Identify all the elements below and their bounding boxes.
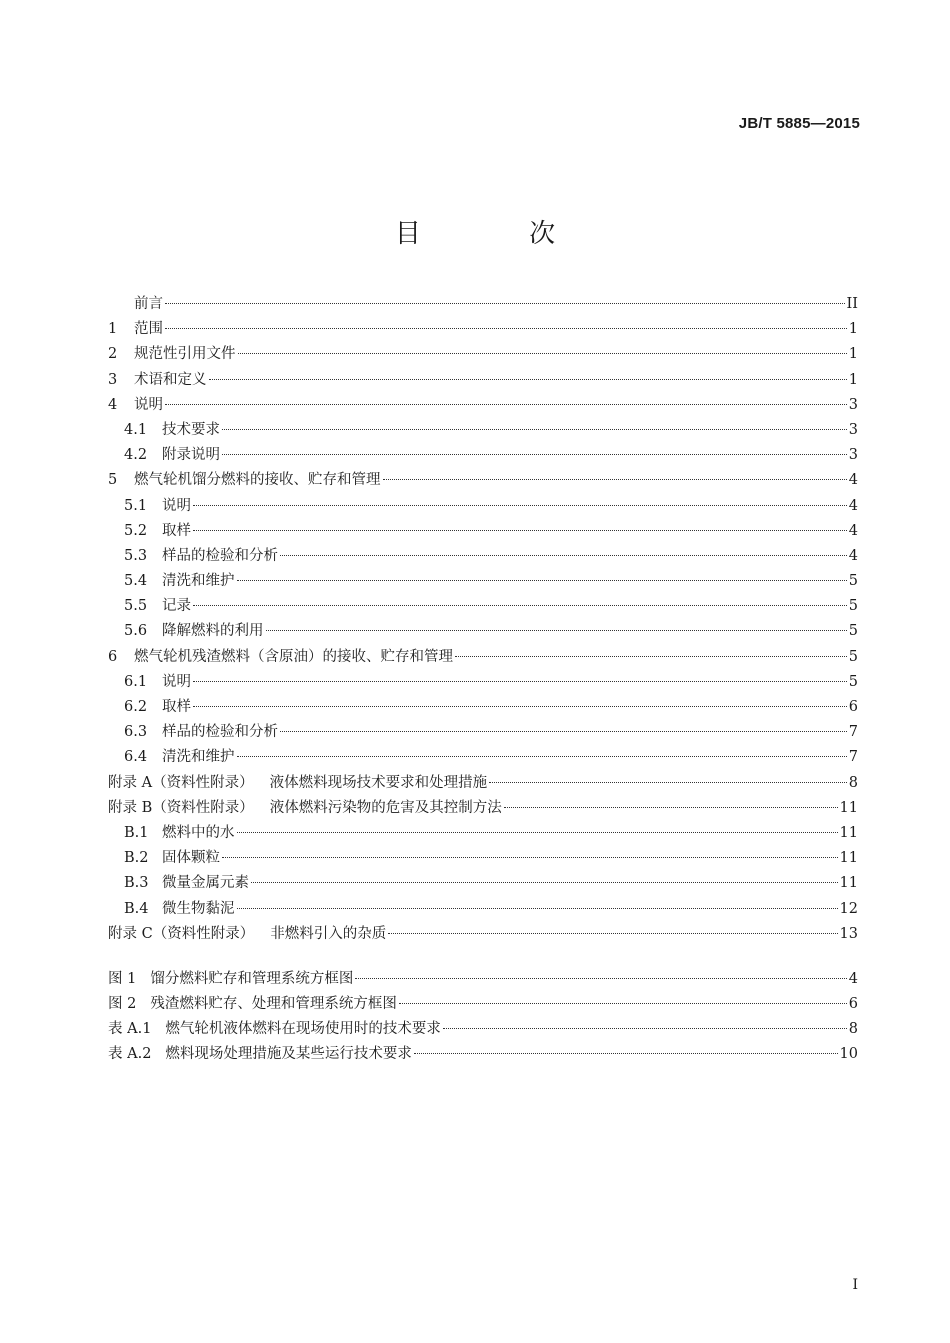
toc-entry[interactable] [108,846,858,871]
toc-entry-number: 5.1 [124,497,148,514]
toc-entry-number: 5.3 [124,547,148,564]
toc-entry[interactable] [108,619,858,644]
toc-entry-page: 11 [839,799,858,816]
toc-entry-title: 取样 [162,522,191,539]
toc-entry-number: 5.5 [124,598,148,615]
dot-leader [414,1053,838,1054]
toc-entry-title: 前言 [134,296,163,312]
toc-entry-title: 燃料现场处理措施及某些运行技术要求 [165,1046,412,1063]
toc-entry[interactable] [108,1042,858,1067]
toc-entry[interactable] [108,695,858,720]
toc-entry-number: 5.4 [124,573,148,590]
toc-entry[interactable] [108,468,858,493]
toc-entry[interactable] [108,967,858,992]
toc-entry-number: 5 [108,472,118,489]
toc-entry-page: 5 [848,598,858,615]
dot-leader [165,404,847,405]
dot-leader [237,908,838,909]
figure-table-list [108,967,858,1068]
dot-leader [266,630,847,631]
toc-entry-page: 4 [848,522,858,539]
toc-entry[interactable] [108,745,858,770]
toc-entry-title: 附录说明 [162,447,220,464]
toc-entry-number: 图 2 [108,996,137,1013]
toc-entry-title: 燃气轮机馏分燃料的接收、贮存和管理 [134,472,381,489]
toc-entry[interactable] [108,871,858,896]
dot-leader [193,505,847,506]
toc-entry-page: 3 [848,421,858,438]
toc-entry-page: 1 [848,371,858,388]
toc-entry-number: B.3 [124,875,149,892]
dot-leader [280,555,847,556]
toc-entry-number: 6 [108,648,118,665]
dot-leader [388,933,837,934]
toc-entry-title: 残渣燃料贮存、处理和管理系统方框图 [150,996,397,1013]
toc-entry[interactable] [108,1017,858,1042]
dot-leader [443,1028,847,1029]
toc-entry[interactable] [108,443,858,468]
toc-entry-page: 4 [848,497,858,514]
dot-leader [222,429,847,430]
toc-entry-title: 燃气轮机液体燃料在现场使用时的技术要求 [165,1021,441,1038]
dot-leader [399,1003,847,1004]
toc-entry[interactable] [108,594,858,619]
dot-leader [237,756,847,757]
dot-leader [237,580,847,581]
toc-entries [108,292,858,947]
toc-entry-title: 范围 [134,321,163,338]
toc-entry-page: 6 [848,699,858,715]
toc-entry-page: 4 [848,547,858,564]
page-title: 目 次 [394,219,606,249]
toc-entry-title: 燃料中的水 [162,824,235,841]
dot-leader [193,681,847,682]
dot-leader [455,656,847,657]
toc-entry[interactable] [108,897,858,922]
dot-leader [222,857,838,858]
toc-entry-title: 微量金属元素 [162,875,249,892]
toc-entry-page: 10 [839,1046,858,1063]
toc-entry-number: 6.2 [124,699,148,715]
toc-entry[interactable] [108,519,858,544]
toc-entry[interactable] [108,922,858,947]
toc-entry-title: 馏分燃料贮存和管理系统方框图 [150,970,354,987]
toc-entry[interactable] [108,494,858,519]
toc-entry-page: 6 [848,996,858,1013]
page-number: I [852,1277,858,1293]
toc-entry-number: 3 [108,371,118,388]
toc-entry-page: 5 [848,648,858,665]
toc-entry-number: 5.2 [124,522,148,539]
toc-entry-page: 1 [848,321,858,338]
toc-entry[interactable] [108,796,858,821]
toc-entry-page: 4 [848,970,858,987]
toc-entry-page: 5 [848,673,858,690]
toc-entry-page: 7 [848,724,858,741]
toc-entry-number: 4.2 [124,447,148,464]
toc-entry[interactable] [108,368,858,393]
toc-entry-number: 表 A.2 [108,1046,152,1063]
toc-entry-title: 说明 [134,396,163,413]
toc-entry-number: 图 1 [108,970,137,987]
toc-entry-title: 液体燃料污染物的危害及其控制方法 [269,799,502,816]
toc-entry-page: 1 [848,346,858,363]
dot-leader [383,479,847,480]
section-gap [108,947,858,967]
toc-entry-number: 6.4 [124,749,148,766]
toc-entry-title: 样品的检验和分析 [162,724,278,741]
toc-entry-number: B.1 [124,824,149,841]
toc-entry[interactable] [108,317,858,342]
toc-entry-number: 附录 C（资料性附录） [108,925,255,942]
table-of-contents [108,292,858,1068]
toc-entry-page: 4 [848,472,858,489]
toc-entry-title: 固体颗粒 [162,850,220,867]
toc-entry-number: 2 [108,346,118,363]
toc-entry-number: 6.3 [124,724,148,741]
dot-leader [237,832,838,833]
toc-entry-page: 5 [848,573,858,590]
toc-entry-page: 8 [848,1021,858,1038]
toc-entry-title: 取样 [162,699,191,715]
toc-entry-title: 液体燃料现场技术要求和处理措施 [269,774,488,791]
toc-entry-page: 7 [848,749,858,766]
toc-entry[interactable] [108,393,858,418]
toc-entry-number: B.2 [124,850,149,867]
toc-entry-page: 11 [839,824,858,841]
dot-leader [193,706,847,707]
toc-entry-title: 说明 [162,497,191,514]
toc-entry[interactable] [108,418,858,443]
toc-entry-page: 3 [848,396,858,413]
dot-leader [165,303,845,304]
dot-leader [209,379,847,380]
standard-number: JB/T 5885—2015 [738,115,860,132]
toc-entry-title: 燃气轮机残渣燃料（含原油）的接收、贮存和管理 [134,648,453,665]
toc-entry-number: 1 [108,321,118,338]
toc-entry-title: 记录 [162,598,191,615]
toc-entry[interactable] [108,720,858,745]
toc-entry-page: 3 [848,447,858,464]
toc-entry-number: 附录 B（资料性附录） [108,799,254,816]
dot-leader [504,807,838,808]
toc-entry-number: 5.6 [124,623,148,640]
toc-entry-number: 4 [108,396,118,413]
toc-entry-title: 微生物黏泥 [162,900,235,917]
toc-entry[interactable] [108,342,858,367]
toc-entry-title: 样品的检验和分析 [162,547,278,564]
toc-entry[interactable] [108,992,858,1017]
toc-entry-title: 技术要求 [162,421,220,438]
toc-entry[interactable] [108,544,858,569]
toc-entry-number: 附录 A（资料性附录） [108,774,254,791]
toc-entry[interactable] [108,645,858,670]
toc-entry-title: 清洗和维护 [162,573,235,590]
toc-entry-title: 非燃料引入的杂质 [270,925,387,942]
toc-entry-page: 8 [848,774,858,791]
toc-entry[interactable] [108,670,858,695]
toc-entry[interactable] [108,292,858,317]
dot-leader [222,454,847,455]
toc-entry-page: 11 [839,850,858,867]
toc-entry-number: 6.1 [124,673,148,690]
toc-entry-page: 13 [839,925,858,942]
toc-entry-number: B.4 [124,900,149,917]
toc-entry[interactable] [108,821,858,846]
dot-leader [280,731,847,732]
toc-entry-title: 降解燃料的利用 [162,623,264,640]
toc-entry-page: 11 [839,875,858,892]
toc-entry-page: 12 [839,900,858,917]
dot-leader [355,978,846,979]
toc-entry[interactable] [108,569,858,594]
toc-entry-title: 规范性引用文件 [134,346,236,363]
dot-leader [193,530,847,531]
dot-leader [193,605,847,606]
dot-leader [251,882,838,883]
dot-leader [165,328,847,329]
toc-entry-page: 5 [848,623,858,640]
toc-entry-title: 说明 [162,673,191,690]
toc-entry-number: 4.1 [124,421,148,438]
dot-leader [489,782,847,783]
toc-entry-page: II [846,296,858,312]
toc-entry-title: 清洗和维护 [162,749,235,766]
toc-entry-title: 术语和定义 [134,371,207,388]
dot-leader [238,353,847,354]
toc-entry[interactable] [108,771,858,796]
toc-entry-number: 表 A.1 [108,1021,152,1038]
